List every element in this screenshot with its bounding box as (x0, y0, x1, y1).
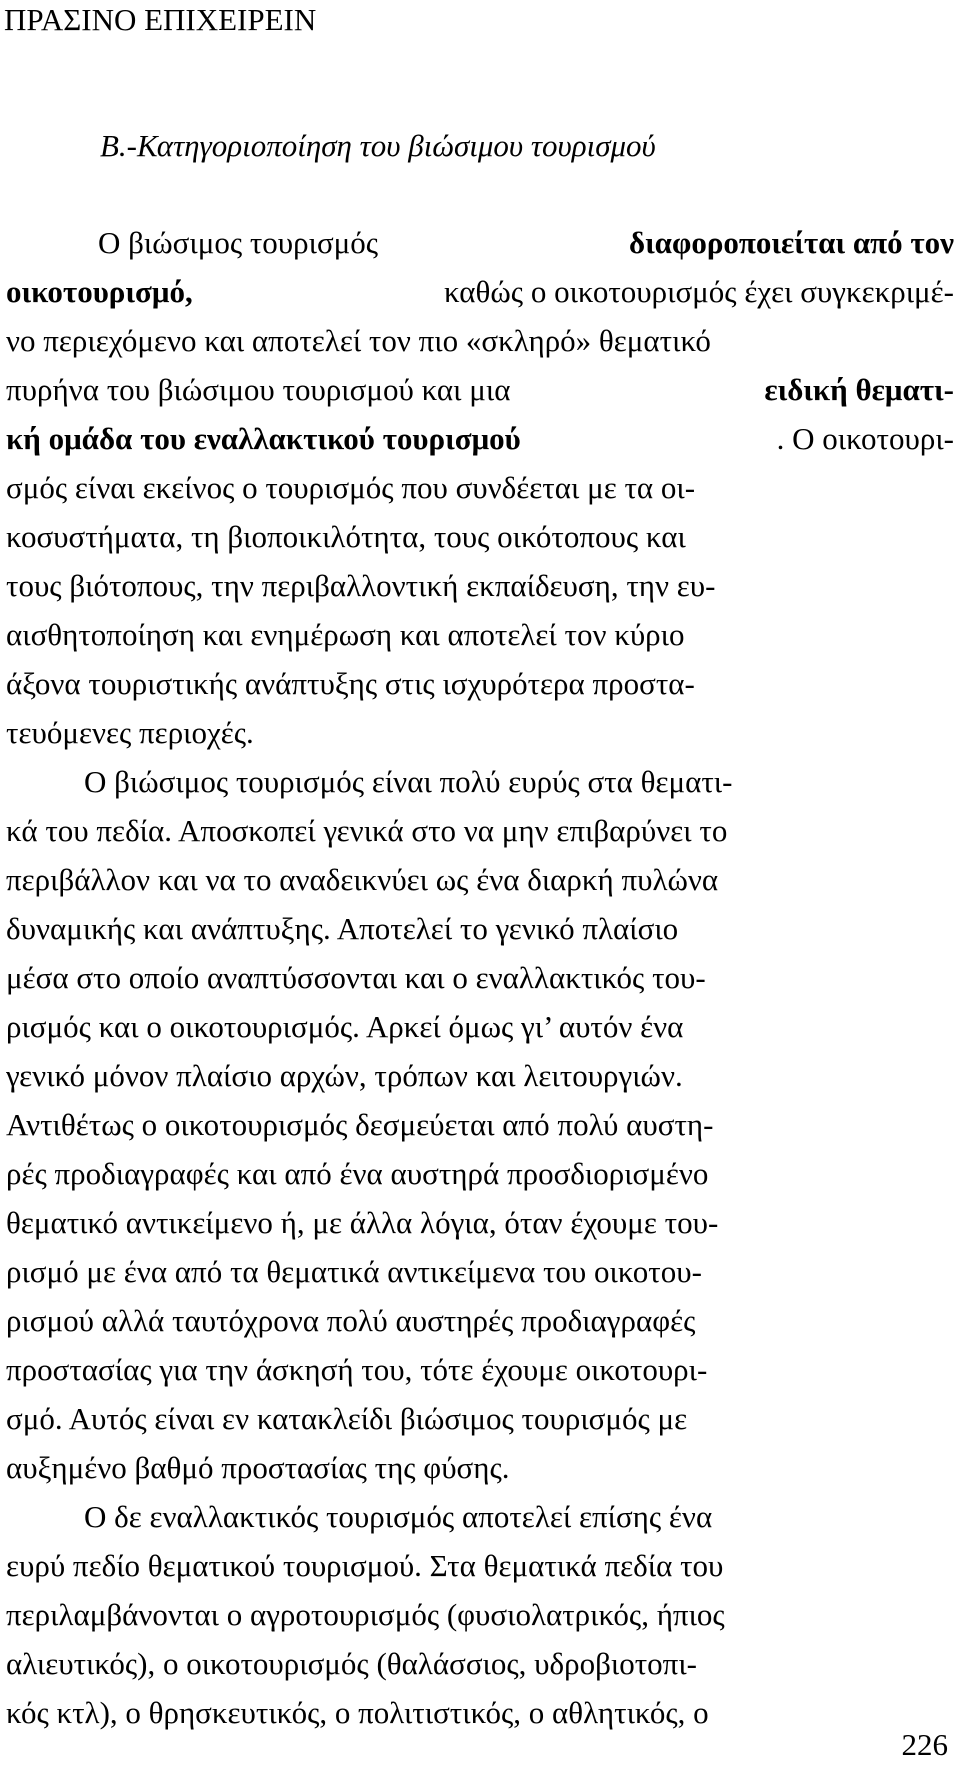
bold-phrase: οικοτουρισμό, (6, 274, 193, 309)
page-number: 226 (901, 1727, 948, 1762)
text-run: πυρήνα του βιώσιμου τουρισμού και μια (6, 372, 511, 407)
text-line: ρισμός και ο οικοτουρισμός. Αρκεί όμως γι’ αυτόν ένα (6, 1009, 684, 1044)
text-line: ρισμού αλλά ταυτόχρονα πολύ αυστηρές προδιαγραφές (6, 1303, 696, 1338)
text-run: . Ο οικοτουρι- (776, 421, 954, 456)
text-line: μέσα στο οποίο αναπτύσσονται και ο εναλλακτικός του- (6, 960, 706, 995)
running-header: ΠΡΑΣΙΝΟ ΕΠΙΧΕΙΡΕΙΝ (4, 2, 317, 37)
text-line: γενικό μόνον πλαίσιο αρχών, τρόπων και λειτουργιών. (6, 1058, 683, 1093)
text-line: άξονα τουριστικής ανάπτυξης στις ισχυρότερα προστα- (6, 666, 695, 701)
text-line: αλιευτικός), ο οικοτουρισμός (θαλάσσιος, υδροβιοτοπι- (6, 1646, 697, 1681)
body-text (6, 218, 954, 1737)
bold-phrase: ειδική θεματι- (764, 372, 954, 407)
text-line (6, 414, 954, 463)
text-line: ευρύ πεδίο θεματικού τουρισμού. Στα θεματικά πεδία του (6, 1548, 724, 1583)
text-run: Ο βιώσιμος τουρισμός (98, 225, 379, 260)
text-line: περιλαμβάνονται ο αγροτουρισμός (φυσιολατρικός, ήπιος (6, 1597, 725, 1632)
text-line: κοσυστήματα, τη βιοποικιλότητα, τους οικότοπους και (6, 519, 686, 554)
text-line: Ο δε εναλλακτικός τουρισμός αποτελεί επίσης ένα (84, 1499, 713, 1534)
text-line: κά του πεδία. Αποσκοπεί γενικά στο να μην επιβαρύνει το (6, 813, 728, 848)
text-line: κός κτλ), ο θρησκευτικός, ο πολιτιστικός, ο αθλητικός, ο (6, 1695, 709, 1730)
text-line: προστασίας για την άσκησή του, τότε έχουμε οικοτουρι- (6, 1352, 708, 1387)
text-line: Ο βιώσιμος τουρισμός είναι πολύ ευρύς στα θεματι- (84, 764, 733, 799)
text-line (6, 267, 954, 316)
text-line: ρισμό με ένα από τα θεματικά αντικείμενα του οικοτου- (6, 1254, 702, 1289)
text-line: τους βιότοπους, την περιβαλλοντική εκπαίδευση, την ευ- (6, 568, 716, 603)
text-line: θεματικό αντικείμενο ή, με άλλα λόγια, όταν έχουμε του- (6, 1205, 719, 1240)
text-run: καθώς ο οικοτουρισμός έχει συγκεκριμέ- (443, 274, 954, 309)
text-line: σμός είναι εκείνος ο τουρισμός που συνδέεται με τα οι- (6, 470, 696, 505)
bold-phrase: διαφοροποιείται από τον (628, 225, 954, 260)
text-line: περιβάλλον και να το αναδεικνύει ως ένα διαρκή πυλώνα (6, 862, 719, 897)
text-line: Αντιθέτως ο οικοτουρισμός δεσμεύεται από πολύ αυστη- (6, 1107, 714, 1142)
text-line: ρές προδιαγραφές και από ένα αυστηρά προσδιορισμένο (6, 1156, 709, 1191)
text-line (6, 218, 954, 267)
bold-phrase: κή ομάδα του εναλλακτικού τουρισμού (6, 421, 521, 456)
text-line: αυξημένο βαθμό προστασίας της φύσης. (6, 1450, 510, 1485)
text-line: δυναμικής και ανάπτυξης. Αποτελεί το γενικό πλαίσιο (6, 911, 679, 946)
text-line: νο περιεχόμενο και αποτελεί τον πιο «σκληρό» θεματικό (6, 323, 711, 358)
text-line: τευόμενες περιοχές. (6, 715, 254, 750)
text-line: αισθητοποίηση και ενημέρωση και αποτελεί τον κύριο (6, 617, 685, 652)
text-line: σμό. Αυτός είναι εν κατακλείδι βιώσιμος τουρισμός με (6, 1401, 688, 1436)
text-line (6, 365, 954, 414)
section-title: Β.-Κατηγοριοποίηση του βιώσιμου τουρισμού (100, 128, 656, 163)
